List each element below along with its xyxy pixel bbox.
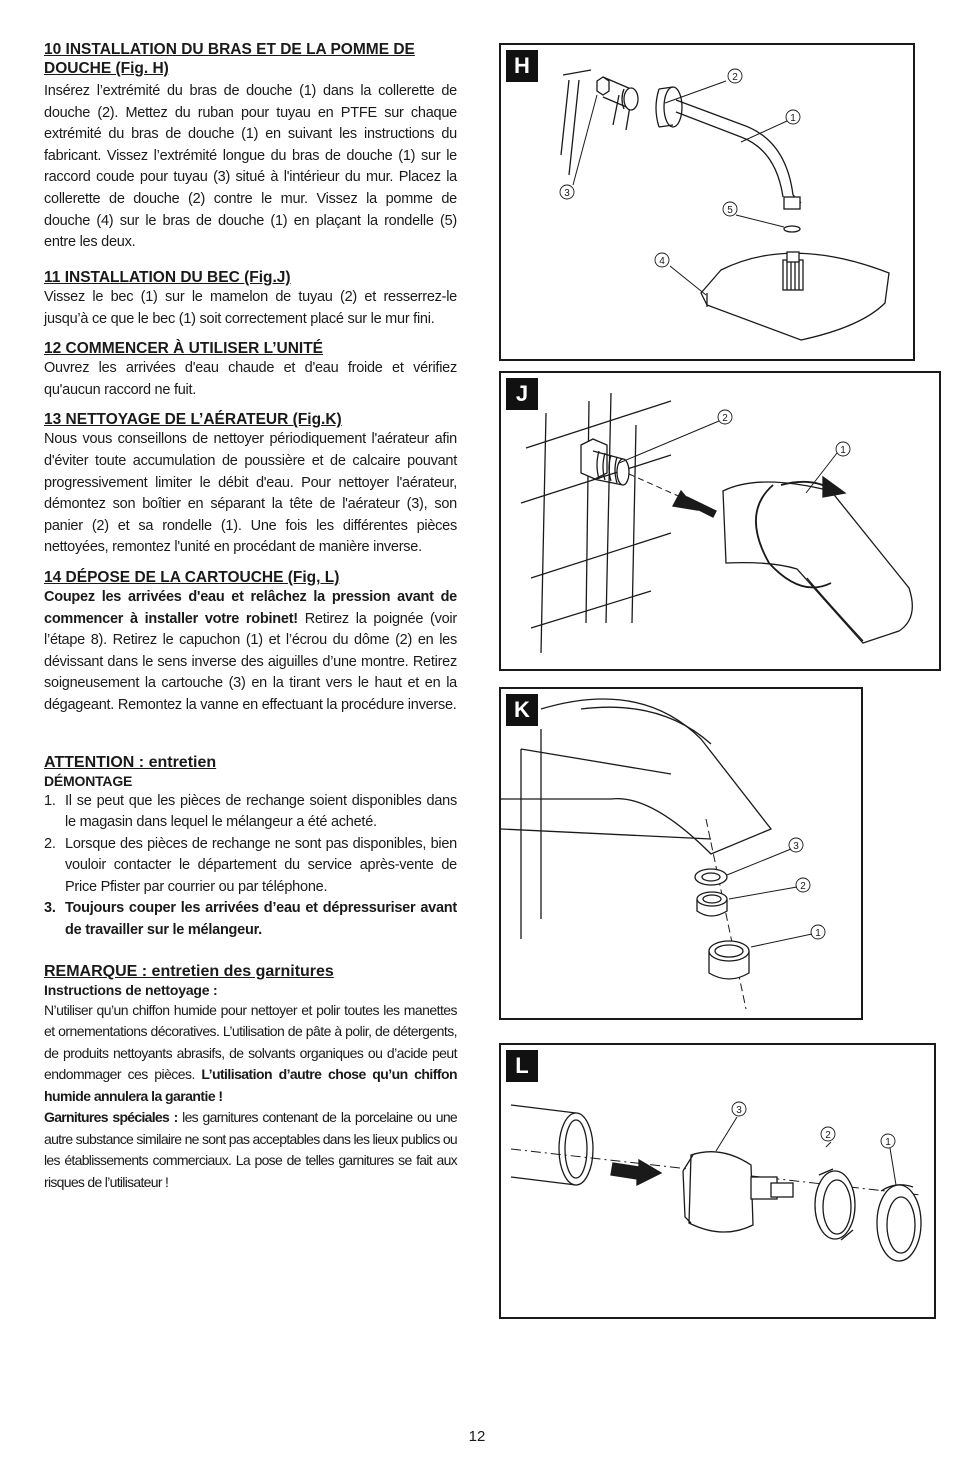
figure-k-label: K bbox=[506, 694, 538, 726]
callout-k-2: 2 bbox=[800, 881, 806, 892]
attention-item-3: 3. Toujours couper les arrivées d’eau et dépressuriser avant de travailler sur le mélangeur. bbox=[44, 900, 457, 939]
remarque-subtitle: Instructions de nettoyage : bbox=[44, 981, 218, 998]
section-12-title: 12 COMMENCER À UTILISER L’UNITÉ bbox=[44, 340, 324, 358]
attention-section bbox=[44, 753, 457, 942]
section-14-warning: Coupez les arrivées d'eau et relâchez la pression avant de commencer à installer votre robinet! bbox=[44, 588, 457, 627]
remarque-section bbox=[44, 962, 457, 1194]
figure-j bbox=[499, 371, 941, 671]
callout-h-1: 1 bbox=[790, 113, 796, 124]
section-10-body: Insérez l’extrémité du bras de douche (1) dans la collerette de douche (2). Mettez du ruban pour tuyau en PTFE sur chaque extrémité du bras de douche (1) en suivant les instructions du fabricant. Vissez l’extrémité longue du bras de douche (1) sur le raccord coude pour tuyau (3) situé à l'intérieur du mur. Placez la collerette de douche (2) contre le mur. Vissez la pomme de douche (4) sur le bras de douche (1) en plaçant la rondelle (5) entre les deux. bbox=[44, 83, 457, 251]
section-13-body: Nous vous conseillons de nettoyer périodiquement l'aérateur afin d'éviter toute accumulation de poussière et de calcaire pouvant progressivement limiter le débit d'eau. Pour nettoyer l'aérateur, démontez son boîtier en séparant la tête de l'aérateur (3), son panier (2) et sa rondelle (1). Une fois les différentes pièces nettoyées, remontez l'unité en procédant de manière inverse. bbox=[44, 431, 457, 556]
section-11-title: 11 INSTALLATION DU BEC (Fig.J) bbox=[44, 269, 291, 286]
section-12-body: Ouvrez les arrivées d'eau chaude et d'eau froide et vérifiez qu'aucun raccord ne fuit. bbox=[44, 360, 457, 398]
attention-subtitle: DÉMONTAGE bbox=[44, 772, 133, 789]
section-11-body: Vissez le bec (1) sur le mamelon de tuyau (2) et resserrez-le jusqu’à ce que le bec (1) soit correctement placé sur le mur fini. bbox=[44, 289, 457, 327]
callout-j-2: 2 bbox=[722, 413, 728, 424]
section-14-body bbox=[44, 587, 457, 717]
figure-k bbox=[499, 687, 863, 1020]
figure-h bbox=[499, 43, 915, 361]
section-14-title: 14 DÉPOSE DE LA CARTOUCHE (Fig, L) bbox=[44, 568, 340, 586]
figure-j-illustration bbox=[501, 373, 943, 673]
page-number: 12 bbox=[468, 1428, 486, 1445]
section-13-title: 13 NETTOYAGE DE L’AÉRATEUR (Fig.K) bbox=[44, 411, 342, 429]
figure-l bbox=[499, 1043, 936, 1319]
callout-h-3: 3 bbox=[564, 188, 570, 199]
callout-l-1: 1 bbox=[885, 1137, 891, 1148]
callout-j-1: 1 bbox=[840, 445, 846, 456]
figure-k-illustration bbox=[501, 689, 865, 1022]
section-12 bbox=[44, 339, 457, 401]
attention-item-2: 2. Lorsque des pièces de rechange ne sont pas disponibles, bien vouloir contacter le département du service après-vente de Price Pfister par courrier ou par téléphone. bbox=[44, 835, 457, 895]
figure-h-illustration bbox=[501, 45, 917, 363]
callout-h-2: 2 bbox=[732, 72, 738, 83]
callout-l-2: 2 bbox=[825, 1130, 831, 1141]
section-14-text: Retirez la poignée (voir l’étape 8). Retirez le capuchon (1) et l’écrou du dôme (2) en les dévissant dans le sens inverse des aiguilles d’une montre. Retirez soigneusement la cartouche (3) en la tirant vers le haut et en la dégageant. Remontez la vanne en effectuant la procédure inverse. bbox=[44, 610, 457, 713]
figure-h-label: H bbox=[506, 50, 538, 82]
section-13 bbox=[44, 410, 457, 559]
section-11 bbox=[44, 268, 457, 330]
section-14 bbox=[44, 568, 457, 717]
callout-h-4: 4 bbox=[659, 256, 665, 267]
callout-l-3: 3 bbox=[736, 1105, 742, 1116]
section-10-title: 10 INSTALLATION DU BRAS ET DE LA POMME DE DOUCHE (Fig. H) bbox=[44, 41, 415, 77]
attention-title: ATTENTION : entretien bbox=[44, 753, 217, 771]
callout-h-5: 5 bbox=[727, 205, 733, 216]
callout-k-3: 3 bbox=[793, 841, 799, 852]
figure-l-label: L bbox=[506, 1050, 538, 1082]
remarque-warranty-warning: L’utilisation d’autre chose qu’un chiffon humide annulera la garantie ! bbox=[44, 1066, 457, 1104]
attention-item-1: 1. Il se peut que les pièces de rechange soient disponibles dans le magasin dans lequel le mélangeur a été acheté. bbox=[44, 792, 457, 831]
remarque-title: REMARQUE : entretien des garnitures bbox=[44, 962, 334, 980]
remarque-special: Garnitures spéciales : les garnitures contenant de la porcelaine ou une autre substance similaire ne sont pas acceptables dans les lieux publics ou les établissements commerciaux. La pose de telles garnitures se fait aux risques de l’utilisateur ! bbox=[44, 1109, 458, 1190]
remarque-body: N’utiliser qu’un chiffon humide pour nettoyer et polir toutes les manettes et ornementations décoratives. L’utilisation de pâte à polir, de détergents, de produits nettoyants abrasifs, de solvants organiques ou d’acide peut endommager ces pièces. L’utilisation d’autre chose qu’un chiffon humide annulera la garantie ! bbox=[44, 1001, 457, 1104]
figure-l-illustration bbox=[501, 1045, 938, 1321]
figure-j-label: J bbox=[506, 378, 538, 410]
instructions-column bbox=[44, 40, 457, 1193]
callout-k-1: 1 bbox=[815, 928, 821, 939]
section-10 bbox=[44, 40, 457, 258]
